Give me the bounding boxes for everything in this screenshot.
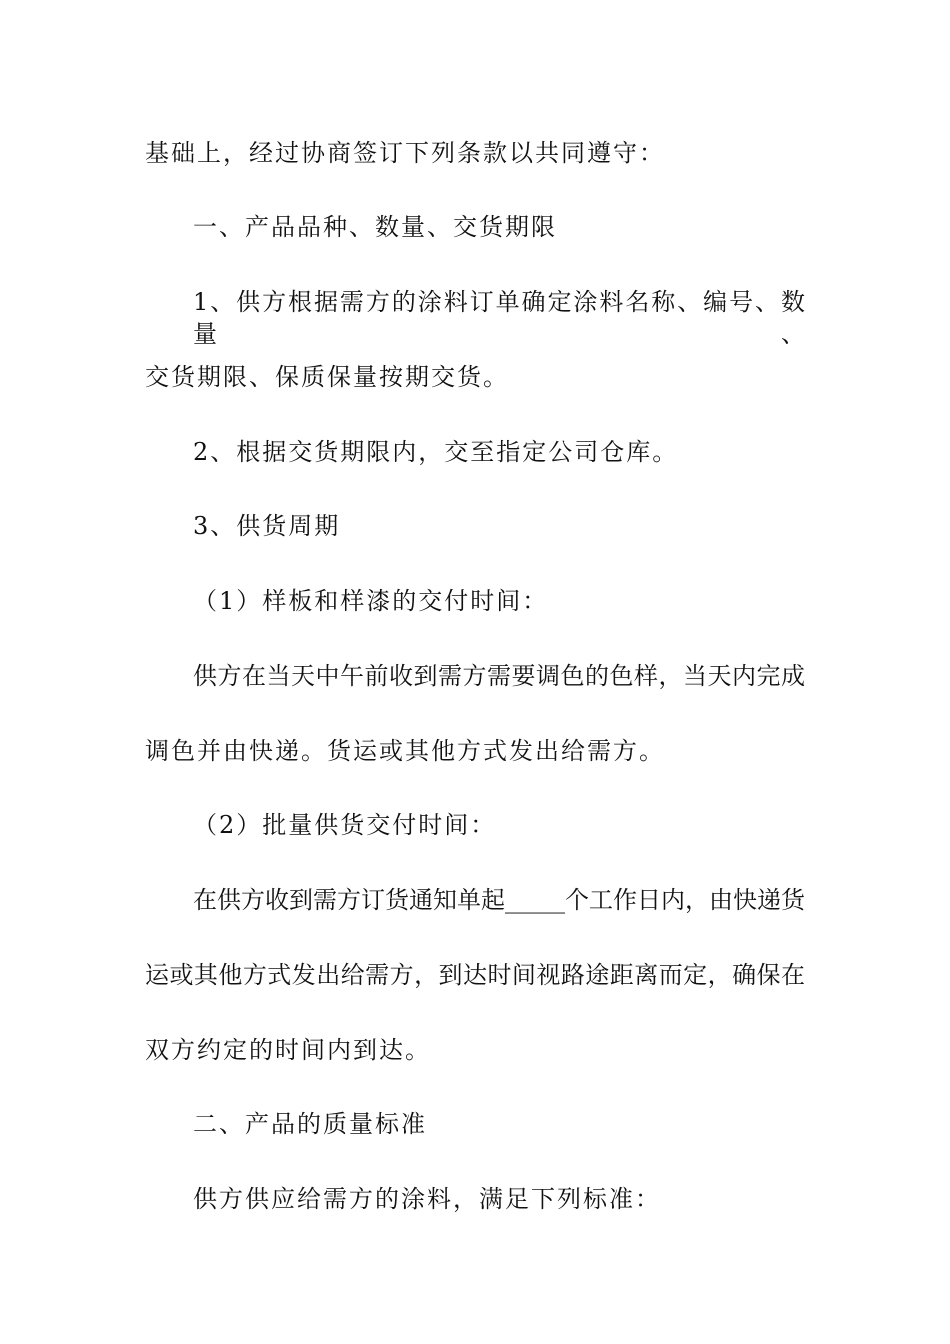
paragraph-line: 3、供货周期 xyxy=(193,512,341,540)
paragraph-line: 1、供方根据需方的涂料订单确定涂料名称、编号、数量、 xyxy=(193,288,805,348)
paragraph-line: （1）样板和样漆的交付时间： xyxy=(193,587,549,615)
paragraph-line: 在供方收到需方订货通知单起_____个工作日内，由快递货 xyxy=(193,886,805,914)
paragraph-line: 供方供应给需方的涂料，满足下列标准： xyxy=(193,1185,661,1213)
paragraph-line: 双方约定的时间内到达。 xyxy=(145,1036,431,1064)
paragraph-line: 调色并由快递。货运或其他方式发出给需方。 xyxy=(145,737,665,765)
paragraph-line: 供方在当天中午前收到需方需要调色的色样，当天内完成 xyxy=(193,662,805,690)
paragraph-line: 基础上，经过协商签订下列条款以共同遵守： xyxy=(145,139,665,167)
paragraph-line: （2）批量供货交付时间： xyxy=(193,811,497,839)
section-heading: 二、产品的质量标准 xyxy=(193,1110,427,1138)
paragraph-line: 运或其他方式发出给需方，到达时间视路途距离而定，确保在 xyxy=(145,961,805,989)
section-heading: 一、产品品种、数量、交货期限 xyxy=(193,213,557,241)
paragraph-line: 交货期限、保质保量按期交货。 xyxy=(145,363,509,391)
paragraph-line: 2、根据交货期限内，交至指定公司仓库。 xyxy=(193,438,679,466)
